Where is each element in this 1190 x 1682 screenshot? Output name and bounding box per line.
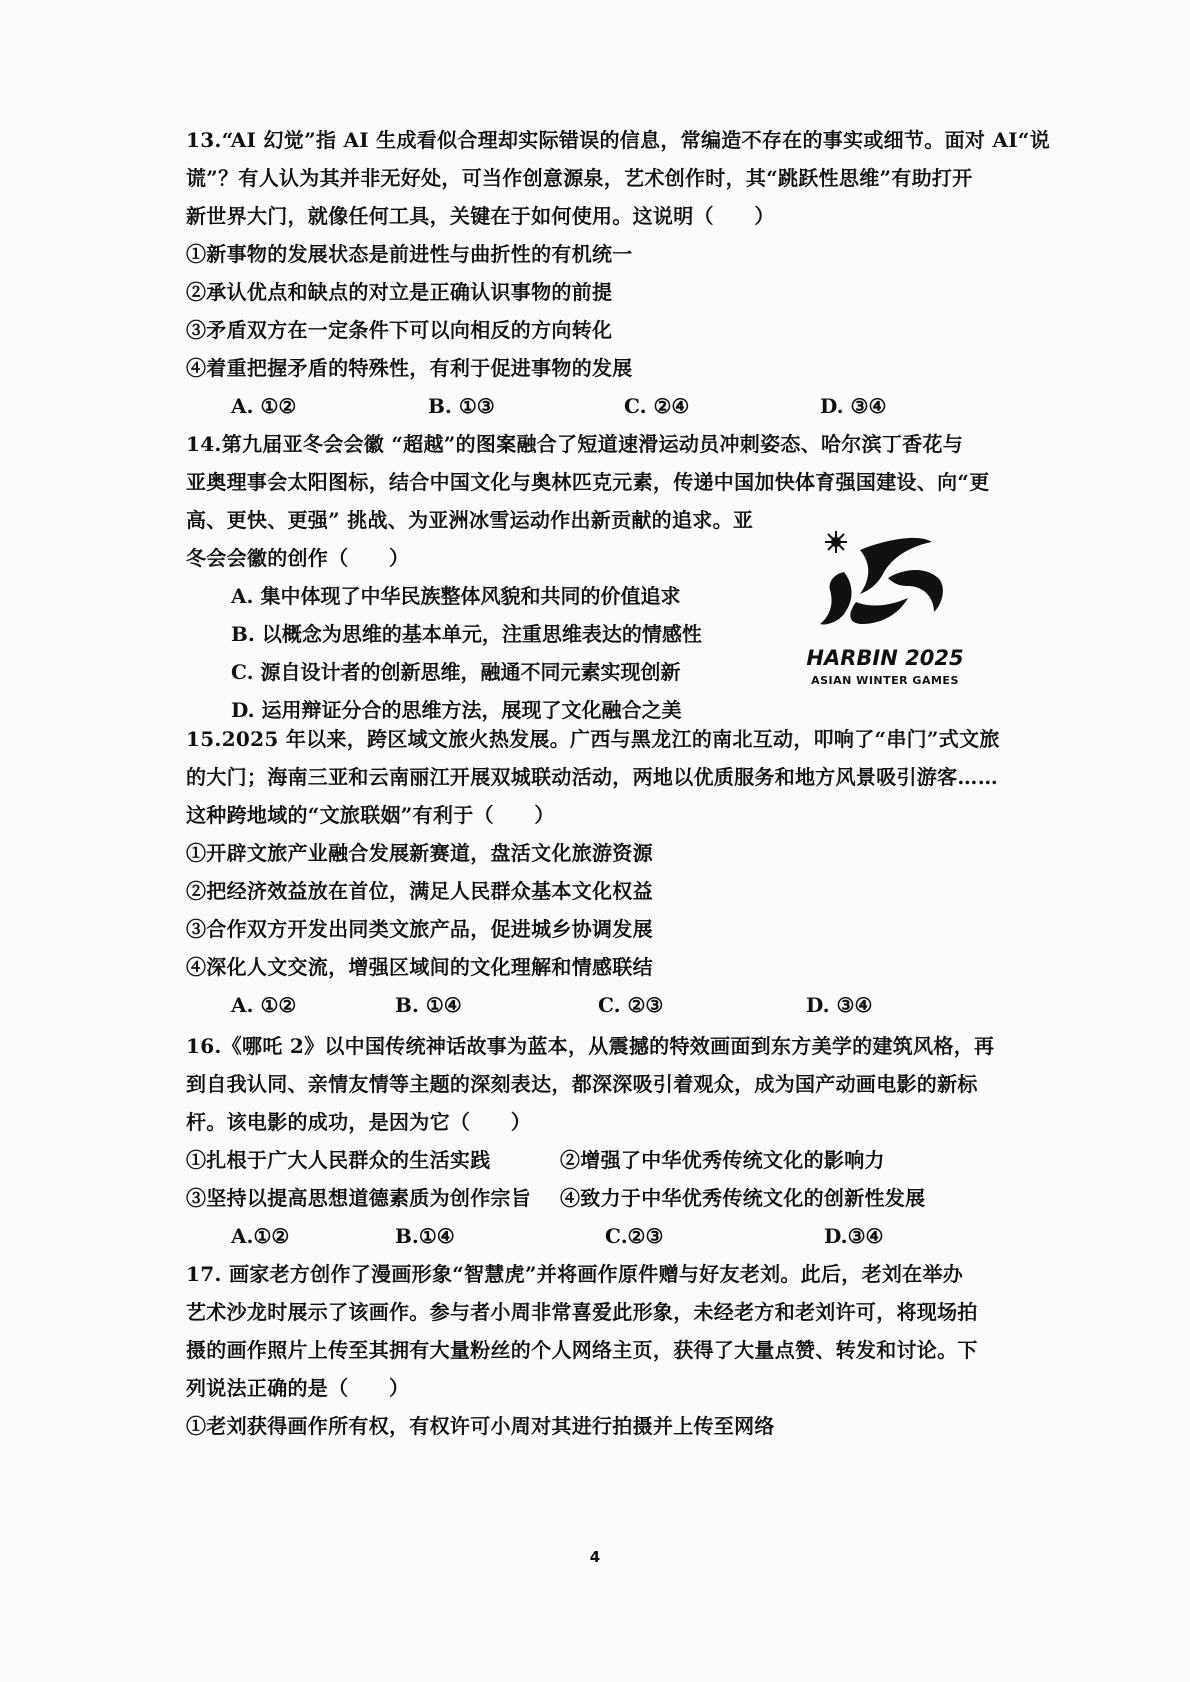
q14-option-c: C. 源自设计者的创新思维，融通不同元素实现创新 (231, 660, 681, 684)
q15-option-a: A. ①② (231, 993, 297, 1017)
q15-line-1: 15.2025 年以来，跨区域文旅火热发展。广西与黑龙江的南北互动，叩响了“串门”式文旅 (186, 727, 1000, 751)
q14-option-a: A. 集中体现了中华民族整体风貌和共同的价值追求 (231, 584, 681, 608)
q15-item-2: ②把经济效益放在首位，满足人民群众基本文化权益 (186, 879, 653, 903)
q15-item-4: ④深化人文交流，增强区域间的文化理解和情感联结 (186, 955, 653, 979)
q14-line-2: 亚奥理事会太阳图标，结合中国文化与奥林匹克元素，传递中国加快体育强国建设、向“更 (186, 470, 990, 494)
page-number: 4 (589, 1548, 601, 1566)
q15-item-3: ③合作双方开发出同类文旅产品，促进城乡协调发展 (186, 917, 653, 941)
q16-option-b: B.①④ (395, 1224, 455, 1248)
emblem-subtitle: ASIAN WINTER GAMES (811, 674, 959, 687)
q15-option-c: C. ②③ (598, 993, 664, 1017)
q13-item-3: ③矛盾双方在一定条件下可以向相反的方向转化 (186, 318, 613, 342)
q14-line-1: 14.第九届亚冬会会徽 “超越”的图案融合了短道速滑运动员冲刺姿态、哈尔滨丁香花与 (186, 432, 964, 456)
q17-line-2: 艺术沙龙时展示了该画作。参与者小周非常喜爱此形象，未经老方和老刘许可，将现场拍 (186, 1300, 978, 1324)
q16-line-1: 16.《哪吒 2》以中国传统神话故事为蓝本，从震撼的特效画面到东方美学的建筑风格，再 (186, 1034, 995, 1058)
q17-line-4: 列说法正确的是（ ） (186, 1376, 410, 1400)
q16-option-a: A.①② (231, 1224, 290, 1248)
emblem-figure-icon (800, 528, 970, 646)
q13-item-4: ④着重把握矛盾的特殊性，有利于促进事物的发展 (186, 356, 633, 380)
q16-item-1: ①扎根于广大人民群众的生活实践 (186, 1148, 491, 1172)
q16-option-d: D.③④ (824, 1224, 884, 1248)
q13-item-2: ②承认优点和缺点的对立是正确认识事物的前提 (186, 280, 613, 304)
q16-item-3: ③坚持以提高思想道德素质为创作宗旨 (186, 1186, 532, 1210)
q13-item-1: ①新事物的发展状态是前进性与曲折性的有机统一 (186, 242, 633, 266)
q13-line-2: 谎”？有人认为其并非无好处，可当作创意源泉，艺术创作时，其“跳跃性思维”有助打开 (186, 166, 973, 190)
q17-line-3: 摄的画作照片上传至其拥有大量粉丝的个人网络主页，获得了大量点赞、转发和讨论。下 (186, 1338, 978, 1362)
q13-option-d: D. ③④ (820, 394, 887, 418)
q13-line-1: 13.“AI 幻觉”指 AI 生成看似合理却实际错误的信息，常编造不存在的事实或细节。面对 AI“说 (186, 128, 1051, 152)
harbin-2025-emblem (800, 528, 970, 708)
q14-option-b: B. 以概念为思维的基本单元，注重思维表达的情感性 (231, 622, 702, 646)
q17-line-1: 17. 画家老方创作了漫画形象“智慧虎”并将画作原件赠与好友老刘。此后，老刘在举办 (186, 1262, 964, 1286)
q14-line-3: 高、更快、更强” 挑战、为亚洲冰雪运动作出新贡献的追求。亚 (186, 508, 754, 532)
q14-line-4: 冬会会徽的创作（ ） (186, 546, 410, 570)
q13-option-a: A. ①② (231, 394, 297, 418)
q13-option-c: C. ②④ (624, 394, 690, 418)
q15-line-3: 这种跨地域的“文旅联姻”有利于（ ） (186, 803, 555, 827)
q13-line-3: 新世界大门，就像任何工具，关键在于如何使用。这说明（ ） (186, 204, 775, 228)
q16-line-2: 到自我认同、亲情友情等主题的深刻表达，都深深吸引着观众，成为国产动画电影的新标 (186, 1072, 978, 1096)
q15-option-d: D. ③④ (806, 993, 873, 1017)
q15-line-2: 的大门；海南三亚和云南丽江开展双城联动活动，两地以优质服务和地方风景吸引游客…… (186, 765, 998, 789)
q16-item-2: ②增强了中华优秀传统文化的影响力 (560, 1148, 885, 1172)
q16-line-3: 杆。该电影的成功，是因为它（ ） (186, 1110, 532, 1134)
emblem-title: HARBIN 2025 (806, 646, 964, 670)
q17-item-1: ①老刘获得画作所有权，有权许可小周对其进行拍摄并上传至网络 (186, 1414, 775, 1438)
q14-option-d: D. 运用辩证分合的思维方法，展现了文化融合之美 (231, 698, 682, 722)
q13-option-b: B. ①③ (428, 394, 495, 418)
q15-item-1: ①开辟文旅产业融合发展新赛道，盘活文化旅游资源 (186, 841, 653, 865)
q15-option-b: B. ①④ (395, 993, 462, 1017)
q16-item-4: ④致力于中华优秀传统文化的创新性发展 (560, 1186, 926, 1210)
q16-option-c: C.②③ (605, 1224, 664, 1248)
